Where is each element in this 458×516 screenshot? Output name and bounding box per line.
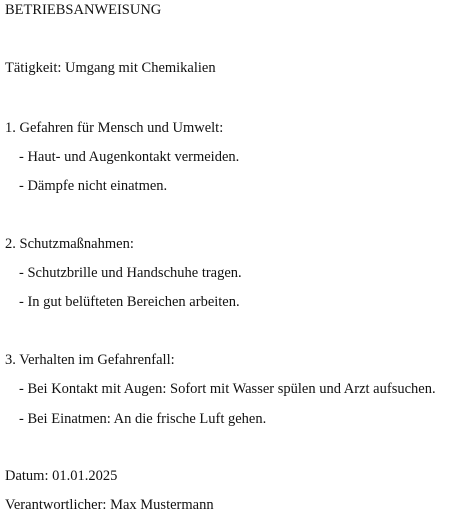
list-item: - Dämpfe nicht einatmen. (19, 178, 168, 194)
list-item: - Haut- und Augenkontakt vermeiden. (19, 149, 240, 165)
section-heading-protection: 2. Schutzmaßnahmen: (5, 236, 134, 252)
responsible-line: Verantwortlicher: Max Mustermann (5, 497, 214, 513)
list-item: - Bei Kontakt mit Augen: Sofort mit Wasser spülen und Arzt aufsuchen. (19, 381, 436, 397)
section-heading-emergency: 3. Verhalten im Gefahrenfall: (5, 352, 175, 368)
document-title: BETRIEBSANWEISUNG (5, 2, 162, 18)
list-item: - In gut belüfteten Bereichen arbeiten. (19, 294, 240, 310)
list-item: - Schutzbrille und Handschuhe tragen. (19, 265, 242, 281)
activity-line: Tätigkeit: Umgang mit Chemikalien (5, 60, 216, 76)
list-item: - Bei Einatmen: An die frische Luft gehen. (19, 411, 267, 427)
date-line: Datum: 01.01.2025 (5, 468, 118, 484)
section-heading-hazards: 1. Gefahren für Mensch und Umwelt: (5, 120, 224, 136)
